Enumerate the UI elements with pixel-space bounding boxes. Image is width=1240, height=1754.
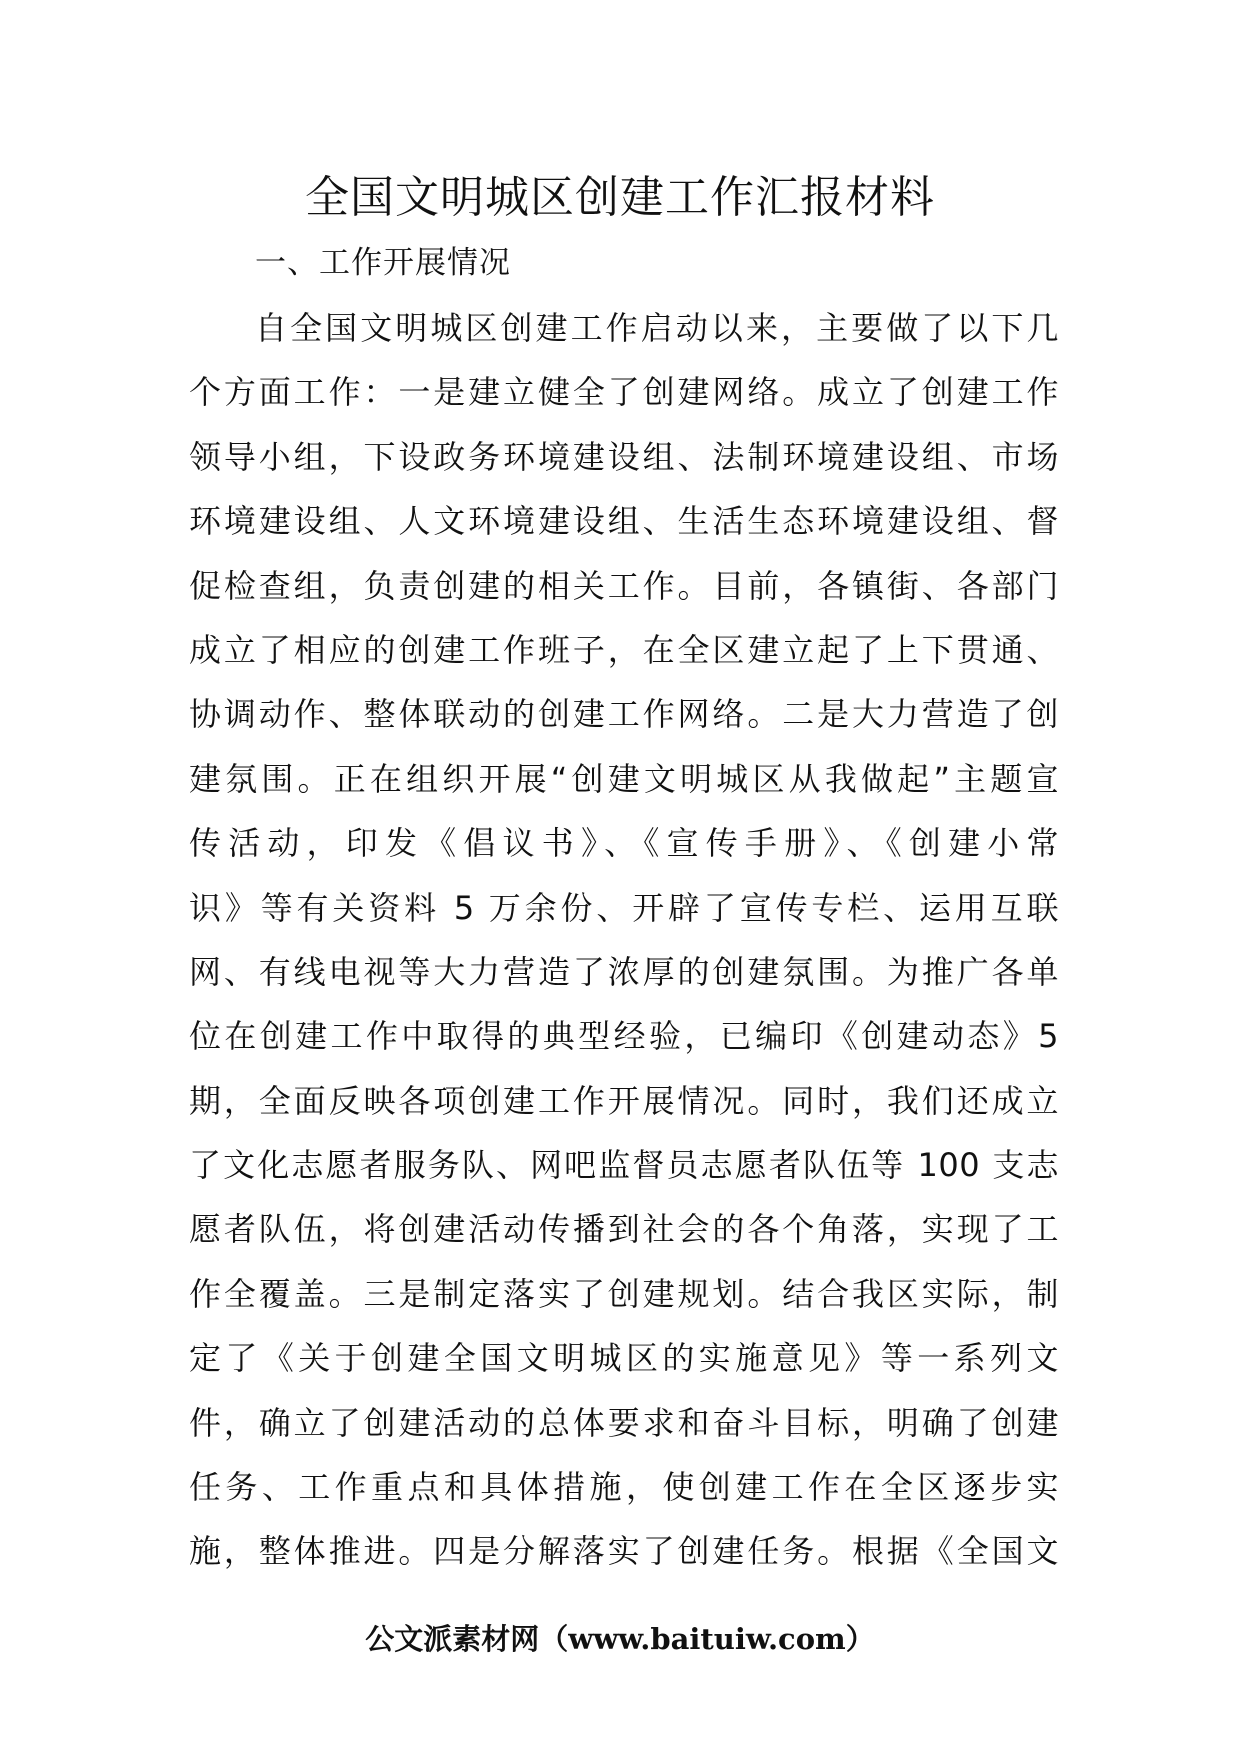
body-line: 促检查组，负责创建的相关工作。目前，各镇街、各部门 <box>189 566 1059 605</box>
body-line: 领导小组，下设政务环境建设组、法制环境建设组、市场 <box>189 437 1059 476</box>
body-line: 作全覆盖。三是制定落实了创建规划。结合我区实际，制 <box>189 1274 1059 1313</box>
body-line: 任务、工作重点和具体措施，使创建工作在全区逐步实 <box>189 1468 1059 1507</box>
body-text <box>189 296 1059 1584</box>
body-line: 期，全面反映各项创建工作开展情况。同时，我们还成立 <box>189 1081 1059 1120</box>
body-line: 施，整体推进。四是分解落实了创建任务。根据《全国文 <box>189 1532 1059 1571</box>
section-heading: 一、工作开展情况 <box>255 245 511 281</box>
body-line: 传活动，印发《倡议书》、《宣传手册》、《创建小常 <box>189 824 1059 863</box>
body-line: 建氛围。正在组织开展“创建文明城区从我做起”主题宣 <box>189 759 1059 798</box>
body-line: 了文化志愿者服务队、网吧监督员志愿者队伍等 100 支志 <box>189 1146 1059 1185</box>
body-line: 成立了相应的创建工作班子，在全区建立起了上下贯通、 <box>189 630 1059 669</box>
body-line: 自全国文明城区创建工作启动以来，主要做了以下几 <box>255 309 1059 347</box>
body-line: 个方面工作：一是建立健全了创建网络。成立了创建工作 <box>189 373 1059 412</box>
body-line: 件，确立了创建活动的总体要求和奋斗目标，明确了创建 <box>189 1403 1059 1442</box>
body-line: 协调动作、整体联动的创建工作网络。二是大力营造了创 <box>189 695 1059 734</box>
body-line: 位在创建工作中取得的典型经验，已编印《创建动态》5 <box>189 1017 1059 1056</box>
body-line: 环境建设组、人文环境建设组、生活生态环境建设组、督 <box>189 502 1059 541</box>
body-line: 定了《关于创建全国文明城区的实施意见》等一系列文 <box>189 1339 1059 1378</box>
body-line: 识》等有关资料 5 万余份、开辟了宣传专栏、运用互联 <box>189 888 1059 927</box>
document-title: 全国文明城区创建工作汇报材料 <box>305 172 935 223</box>
footer-source: 公文派素材网（www.baituiw.com） <box>365 1622 875 1656</box>
body-line: 网、有线电视等大力营造了浓厚的创建氛围。为推广各单 <box>189 952 1059 991</box>
body-line: 愿者队伍，将创建活动传播到社会的各个角落，实现了工 <box>189 1210 1059 1249</box>
